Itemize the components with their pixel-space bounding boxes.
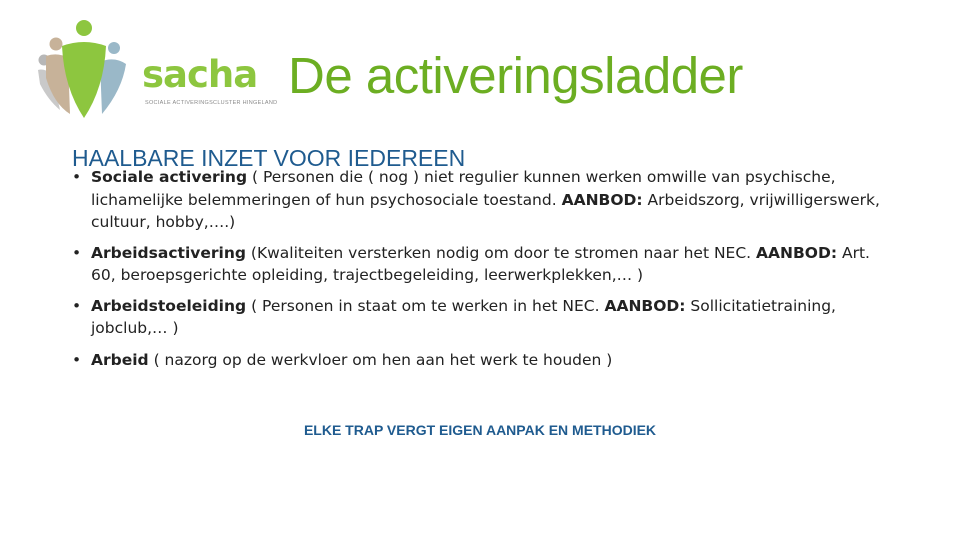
slide-subtitle: HAALBARE INZET VOOR IEDEREEN [72,145,466,171]
bullet-term: Sociale activering [91,168,248,186]
footer-note: ELKE TRAP VERGT EIGEN AANPAK EN METHODIEK [303,422,657,438]
bullet-item-arbeidsactivering [72,242,892,287]
bullet-offer-text: Arbeidszorg, vrijwilligerswerk, cultuur, hobby,….) [91,190,880,231]
bullet-term: Arbeidstoeleiding [91,296,247,315]
bullet-offer-label: AANBOD: [604,296,686,315]
logo-tagline: SOCIALE ACTIVERINGSCLUSTER HINGELAND [145,100,278,106]
bullet-list [72,166,892,371]
bullet-item-arbeid [72,349,892,372]
people-figures-icon [34,18,144,118]
slide-title: De activeringsladder [288,47,743,104]
bullet-dot-icon: • [72,243,82,262]
logo-wordmark: sacha [142,53,258,96]
bullet-term: Arbeidsactivering [91,243,246,262]
bullet-offer-text: Art. 60, beroepsgerichte opleiding, trajectbegeleiding, leerwerkplekken,… ) [91,243,870,284]
bullet-text: ( nazorg op de werkvloer om hen aan het werk te houden ) [148,350,613,369]
bullet-item-sociale-activering [72,166,892,234]
bullet-offer-label: AANBOD: [756,243,838,262]
bullet-dot-icon: • [72,296,82,315]
bullet-dot-icon: • [72,168,82,186]
bullet-dot-icon: • [72,350,82,369]
bullet-item-arbeidstoeleiding [72,295,892,340]
bullet-term: Arbeid [91,350,149,369]
bullet-text: (Kwaliteiten versterken nodig om door te stromen naar het NEC. [245,243,757,262]
bullet-offer-label: AANBOD: [561,190,643,209]
sacha-logo [34,18,278,118]
bullet-text: ( Personen die ( nog ) niet regulier kunnen werken omwille van psychische, lichamelijke belemmeringen of hun psychosociale toestand. [91,168,836,209]
bullet-text: ( Personen in staat om te werken in het NEC. [246,296,605,315]
bullet-offer-text: Sollicitatietraining, jobclub,… ) [91,296,836,337]
